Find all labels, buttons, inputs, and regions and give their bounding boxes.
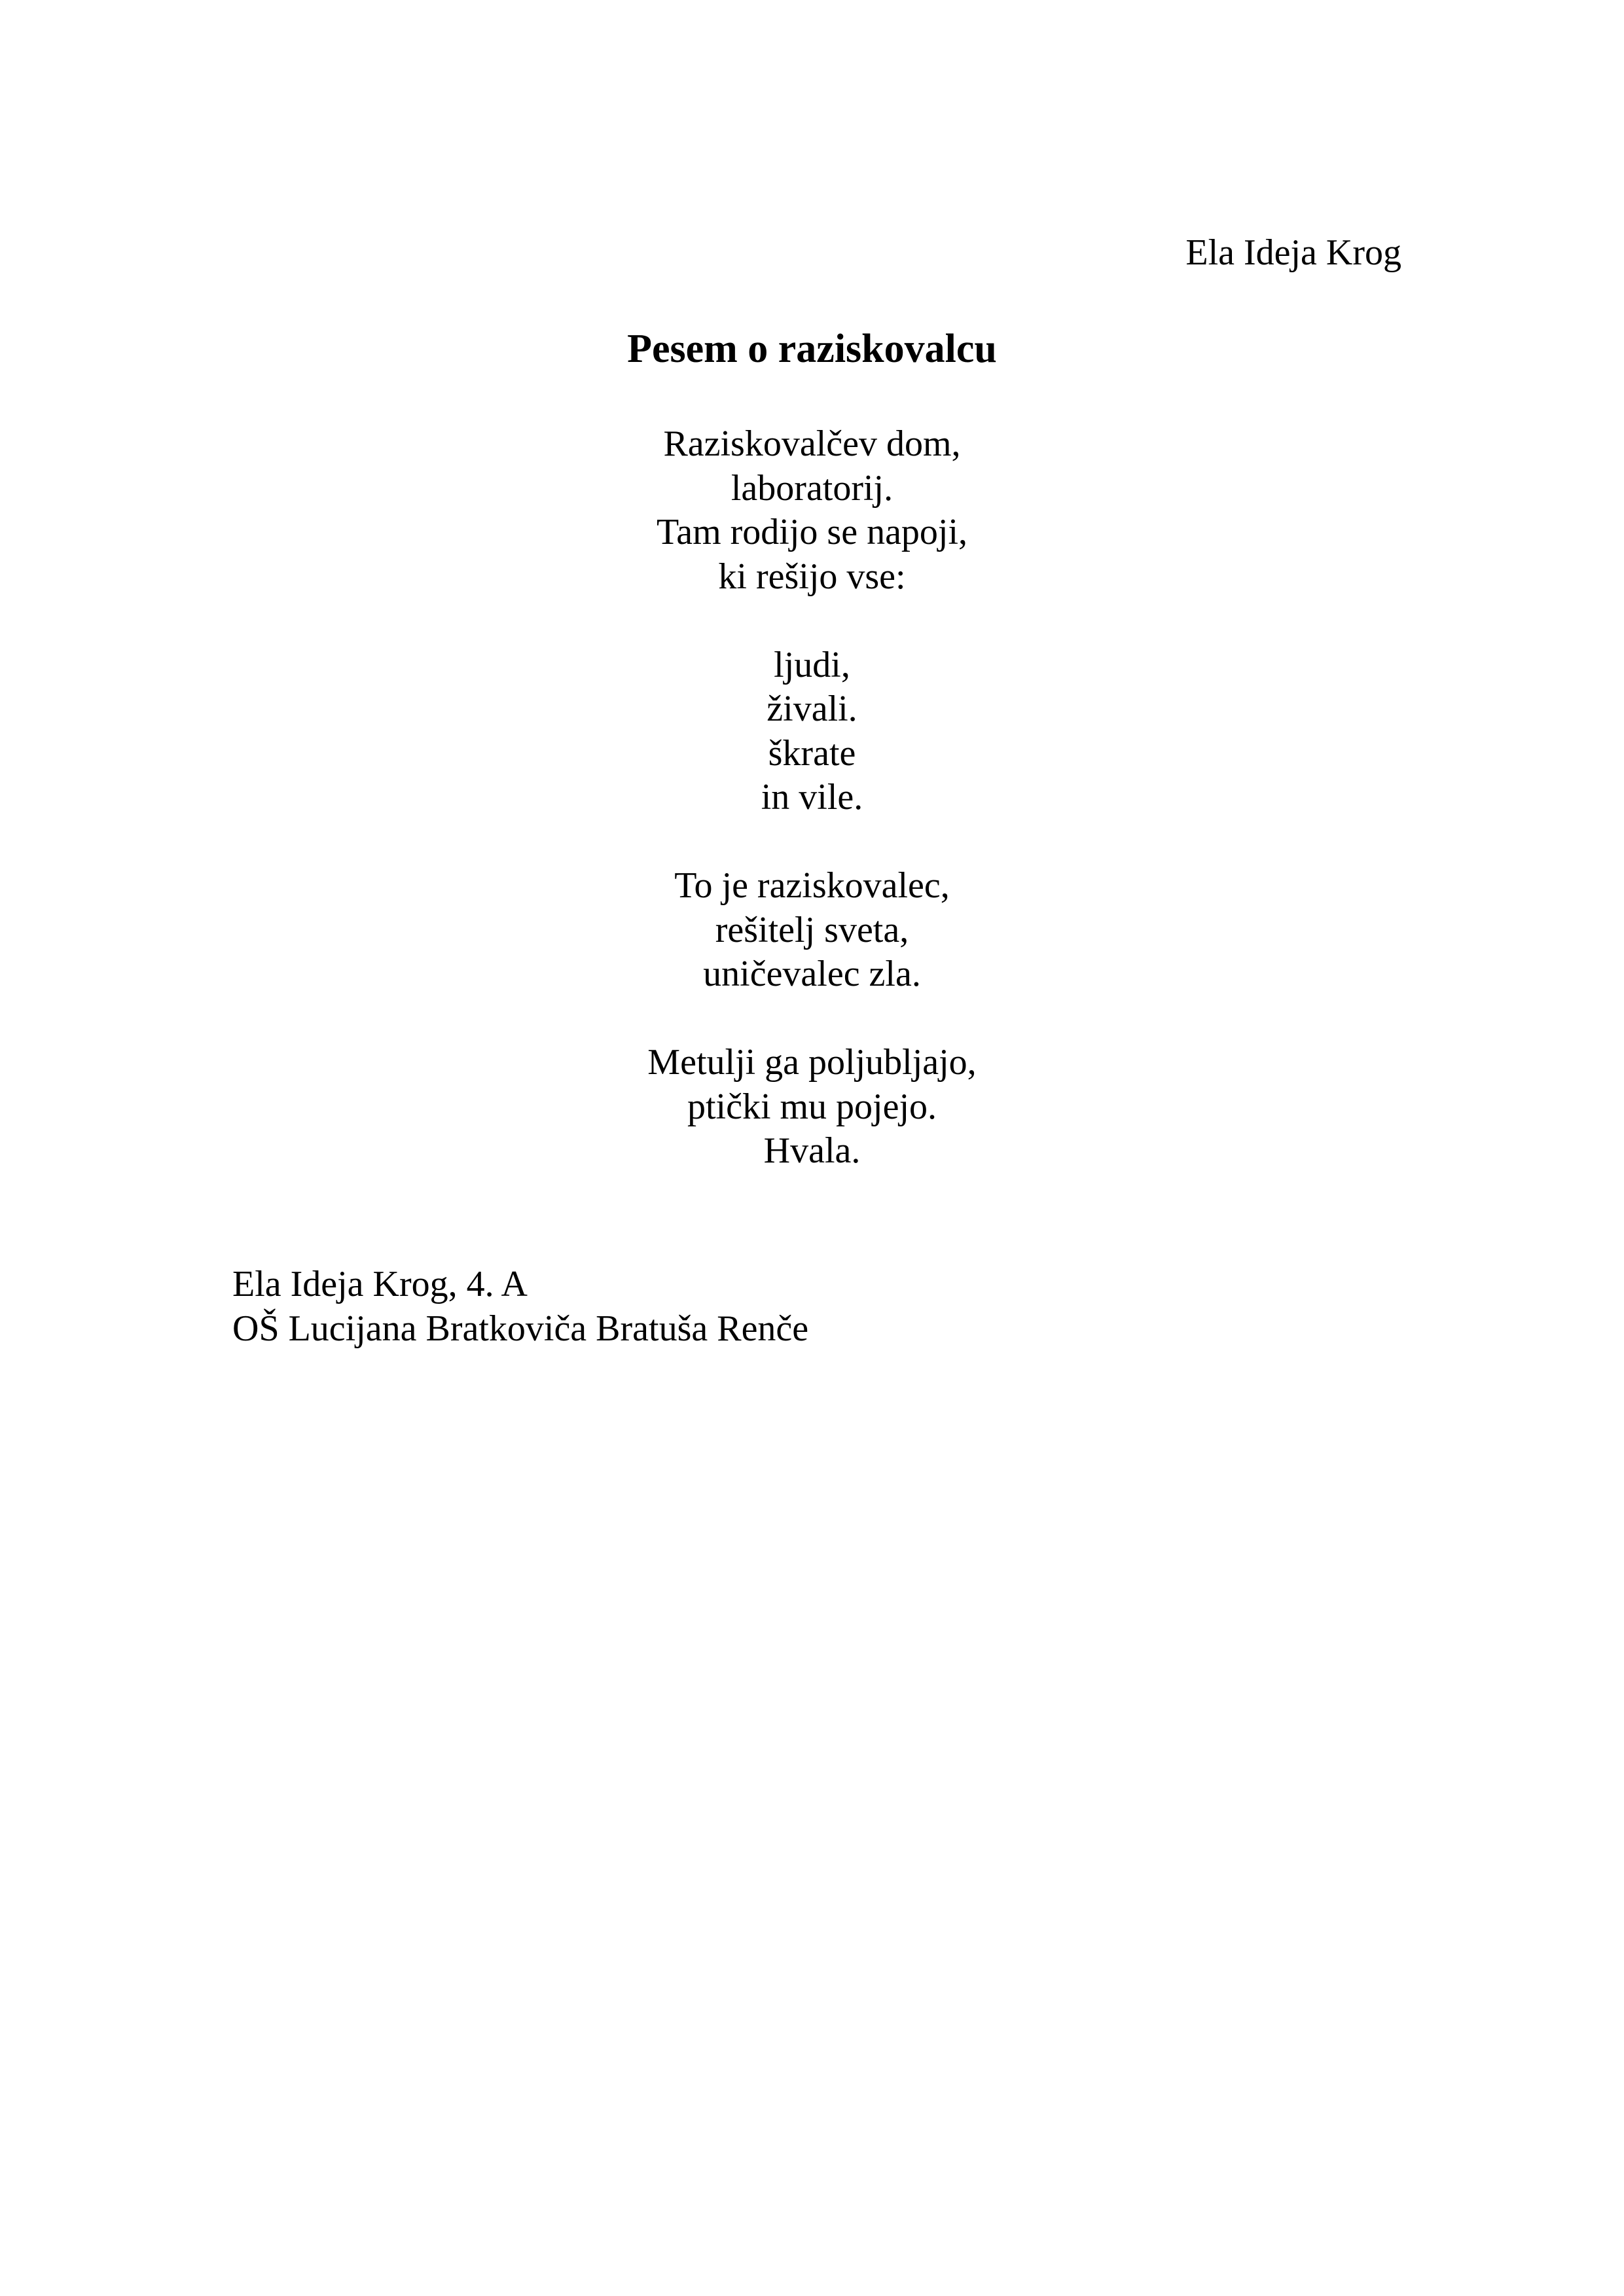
stanza-4 bbox=[0, 1041, 1624, 1174]
poem-line: Tam rodijo se napoji, bbox=[656, 512, 968, 552]
poem-line: Metulji ga poljubljajo, bbox=[647, 1042, 977, 1083]
poem-line: ki rešijo vse: bbox=[718, 556, 906, 597]
poem-line: in vile. bbox=[761, 777, 863, 817]
poem-line: ptički mu pojejo. bbox=[687, 1086, 937, 1127]
stanza-2 bbox=[0, 643, 1624, 820]
poem-line: ljudi, bbox=[774, 644, 850, 685]
school-name: OŠ Lucijana Bratkoviča Bratuša Renče bbox=[232, 1308, 809, 1349]
poem-body bbox=[0, 422, 1624, 1174]
stanza-3 bbox=[0, 864, 1624, 997]
poem-line: Hvala. bbox=[763, 1130, 861, 1171]
stanza-1 bbox=[0, 422, 1624, 599]
author-name-header: Ela Ideja Krog bbox=[1185, 232, 1401, 273]
poem-line: škrate bbox=[768, 732, 856, 774]
poem-title: Pesem o raziskovalcu bbox=[627, 327, 997, 371]
poem-line: uničevalec zla. bbox=[703, 954, 921, 994]
signature-block bbox=[232, 1262, 808, 1351]
poem-line: laboratorij. bbox=[731, 467, 893, 509]
poem-line: To je raziskovalec, bbox=[674, 865, 950, 906]
author-name-class: Ela Ideja Krog, 4. A bbox=[232, 1264, 528, 1304]
poem-line: rešitelj sveta, bbox=[715, 909, 909, 950]
poem-line: živali. bbox=[767, 689, 857, 729]
poem-line: Raziskovalčev dom, bbox=[663, 423, 961, 464]
